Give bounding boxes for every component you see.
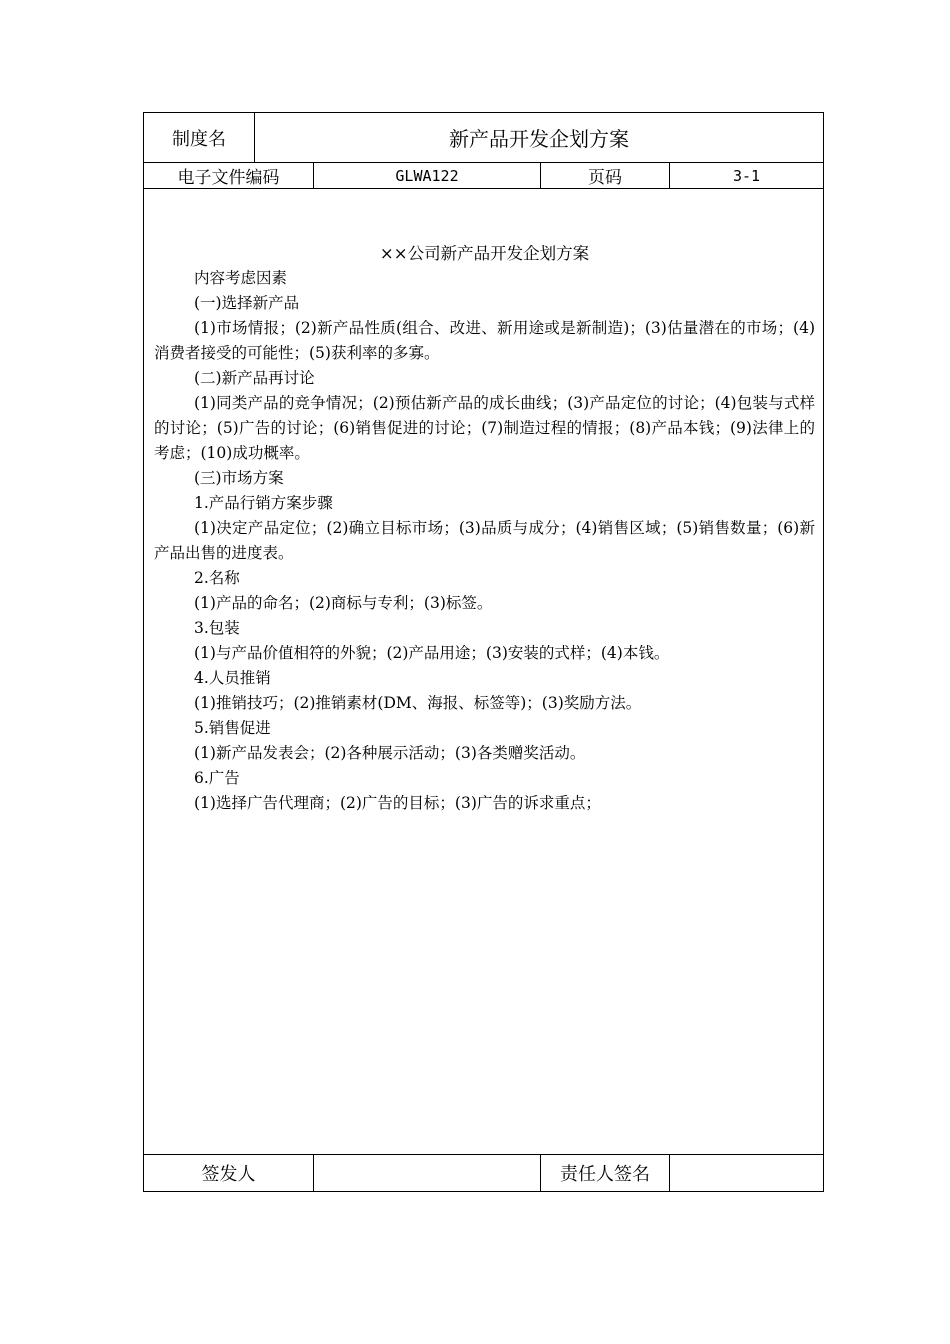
subsection-heading-4: 4.人员推销 xyxy=(194,669,271,687)
section-heading-3: (三)市场方案 xyxy=(194,469,284,487)
section-text-1: (1)市场情报；(2)新产品性质(组合、改进、新用途或是新制造)；(3)估量潜在的市场；(4)消费者接受的可能性；(5)获利率的多寡。 xyxy=(154,319,815,362)
section-heading-1: (一)选择新产品 xyxy=(194,294,300,312)
subsection-heading-1: 1.产品行销方案步骤 xyxy=(194,494,333,512)
page-value: 3-1 xyxy=(732,166,761,185)
content-text xyxy=(154,241,815,816)
subsection-text-2: (1)产品的命名；(2)商标与专利；(3)标签。 xyxy=(194,594,493,612)
title-row xyxy=(144,113,823,163)
section-intro: 内容考虑因素 xyxy=(194,269,288,287)
subsection-text-1: (1)决定产品定位；(2)确立目标市场；(3)品质与成分；(4)销售区域；(5)销售数量；(6)新产品出售的进度表。 xyxy=(154,519,815,562)
subsection-text-6: (1)选择广告代理商；(2)广告的目标；(3)广告的诉求重点； xyxy=(194,794,601,812)
subsection-heading-3: 3.包装 xyxy=(194,619,240,637)
subsection-heading-2: 2.名称 xyxy=(194,569,240,587)
meta-row xyxy=(144,163,823,189)
content-heading: ××公司新产品开发企划方案 xyxy=(379,244,590,263)
responsible-signature-field[interactable] xyxy=(670,1155,823,1191)
section-heading-2: (二)新产品再讨论 xyxy=(194,369,315,387)
content-area xyxy=(144,189,823,1155)
label-issuer: 签发人 xyxy=(144,1155,314,1191)
issuer-field[interactable] xyxy=(314,1155,541,1191)
label-file-code: 电子文件编码 xyxy=(144,163,314,188)
section-text-2: (1)同类产品的竞争情况；(2)预估新产品的成长曲线；(3)产品定位的讨论；(4)包装与式样的讨论；(5)广告的讨论；(6)销售促进的讨论；(7)制造过程的情报；(8)产品本钱；(9)法律上的考虑；(10)成功概率。 xyxy=(154,394,815,462)
file-code-value: GLWA122 xyxy=(314,163,541,188)
subsection-text-4: (1)推销技巧；(2)推销素材(DM、海报、标签等)；(3)奖励方法。 xyxy=(194,694,642,712)
document-form xyxy=(143,112,824,1192)
subsection-text-3: (1)与产品价值相符的外貌；(2)产品用途；(3)安装的式样；(4)本钱。 xyxy=(194,644,670,662)
subsection-heading-5: 5.销售促进 xyxy=(194,719,271,737)
label-system-name: 制度名 xyxy=(144,113,255,162)
subsection-text-5: (1)新产品发表会；(2)各种展示活动；(3)各类赠奖活动。 xyxy=(194,744,586,762)
signature-row xyxy=(144,1155,823,1191)
document-title: 新产品开发企划方案 xyxy=(449,127,629,151)
subsection-heading-6: 6.广告 xyxy=(194,769,240,787)
label-responsible-signature: 责任人签名 xyxy=(541,1155,670,1191)
label-page: 页码 xyxy=(541,163,670,188)
